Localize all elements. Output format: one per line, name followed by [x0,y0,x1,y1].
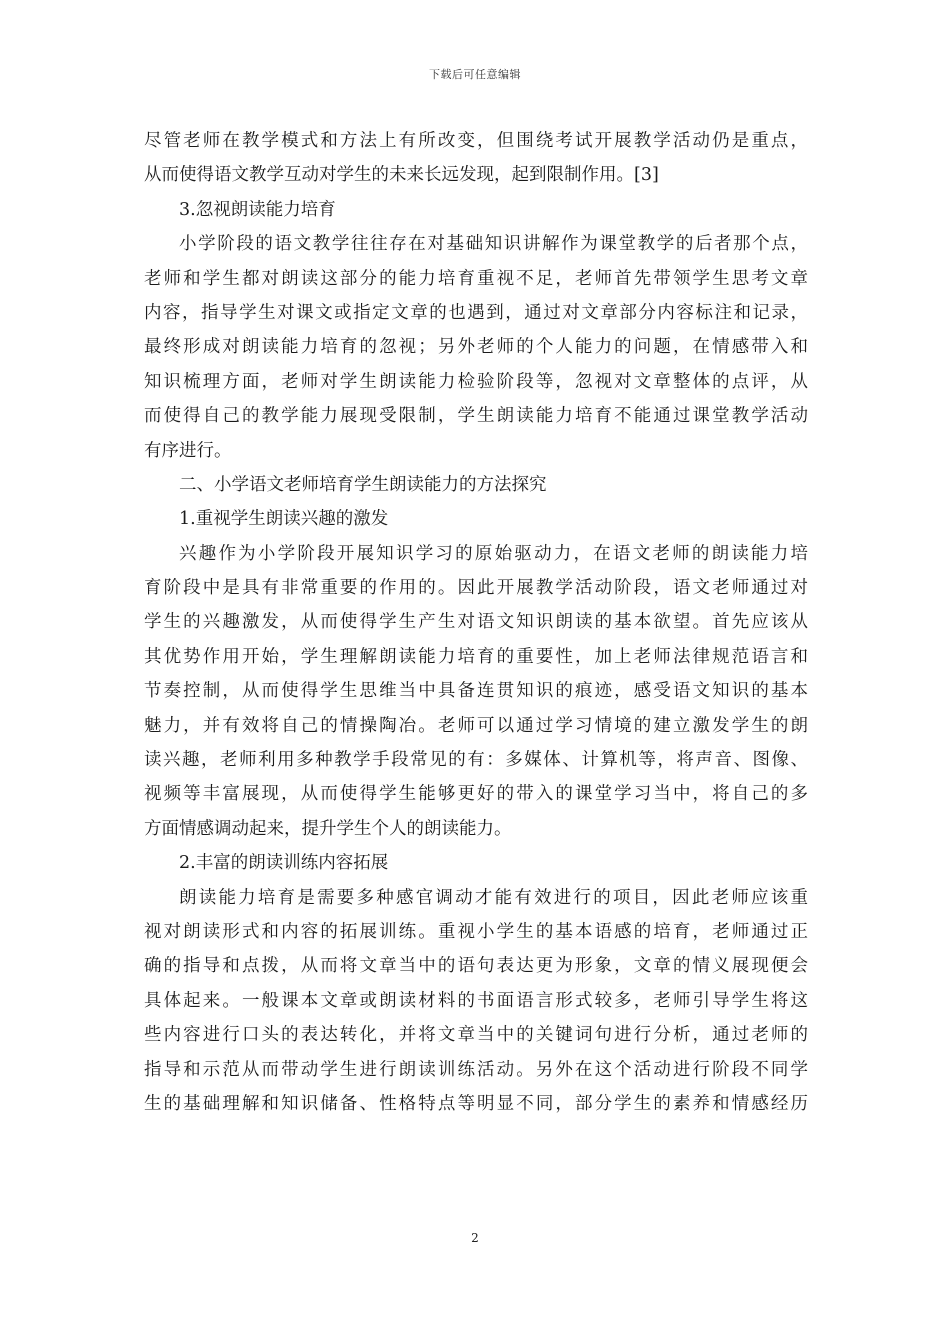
text-line: 朗读能力培育是需要多种感官调动才能有效进行的项目，因此老师应该重 [179,887,808,908]
text-line: 有序进行。 [144,440,232,461]
text-line: 从而使得语文教学互动对学生的未来长远发现，起到限制作用。[3] [144,165,659,186]
text-line: 老师和学生都对朗读这部分的能力培育重视不足，老师首先带领学生思考文章 [144,268,808,289]
text-line: 1.重视学生朗读兴趣的激发 [179,509,389,530]
text-line: 学生的兴趣激发，从而使得学生产生对语文知识朗读的基本欲望。首先应该从 [144,612,808,633]
text-line: 2.丰富的朗读训练内容拓展 [179,853,389,874]
text-line: 其优势作用开始，学生理解朗读能力培育的重要性，加上老师法律规范语言和 [144,646,808,667]
text-line: 尽管老师在教学模式和方法上有所改变，但围绕考试开展教学活动仍是重点， [144,131,808,151]
text-line: 些内容进行口头的表达转化，并将文章当中的关键词句进行分析，通过老师的 [144,1025,808,1046]
text-line: 指导和示范从而带动学生进行朗读训练活动。另外在这个活动进行阶段不同学 [144,1059,808,1080]
text-line: 具体起来。一般课本文章或朗读材料的书面语言形式较多，老师引导学生将这 [144,990,808,1011]
text-line: 视对朗读形式和内容的拓展训练。重视小学生的基本语感的培育，老师通过正 [144,921,808,942]
text-line: 育阶段中是具有非常重要的作用的。因此开展教学活动阶段，语文老师通过对 [144,578,808,599]
text-line: 小学阶段的语文教学往往存在对基础知识讲解作为课堂教学的后者那个点， [179,234,808,255]
text-line: 兴趣作为小学阶段开展知识学习的原始驱动力，在语文老师的朗读能力培 [179,543,808,564]
text-line: 视频等丰富展现，从而使得学生能够更好的带入的课堂学习当中，将自己的多 [144,784,808,805]
text-line: 内容，指导学生对课文或指定文章的也遇到，通过对文章部分内容标注和记录， [144,302,808,323]
page-header: 下载后可任意编辑 [429,68,521,81]
document-body [144,124,808,1121]
page-number: 2 [471,1231,479,1245]
text-line: 确的指导和点拨，从而将文章当中的语句表达更为形象，文章的情义展现便会 [144,956,808,977]
text-line: 生的基础理解和知识储备、性格特点等明显不同，部分学生的素养和情感经历 [144,1093,808,1114]
text-line: 读兴趣，老师利用多种教学手段常见的有：多媒体、计算机等，将声音、图像、 [144,750,808,771]
text-line: 方面情感调动起来，提升学生个人的朗读能力。 [144,818,512,839]
text-line: 3.忽视朗读能力培育 [179,199,336,220]
text-line: 魅力，并有效将自己的情操陶冶。老师可以通过学习情境的建立激发学生的朗 [144,715,808,736]
text-line: 而使得自己的教学能力展现受限制，学生朗读能力培育不能通过课堂教学活动 [144,406,808,427]
text-line: 节奏控制，从而使得学生思维当中具备连贯知识的痕迹，感受语文知识的基本 [144,681,808,702]
text-line: 知识梳理方面，老师对学生朗读能力检验阶段等，忽视对文章整体的点评，从 [144,371,808,392]
text-line: 最终形成对朗读能力培育的忽视；另外老师的个人能力的问题，在情感带入和 [144,337,808,358]
text-line: 二、小学语文老师培育学生朗读能力的方法探究 [179,474,547,495]
